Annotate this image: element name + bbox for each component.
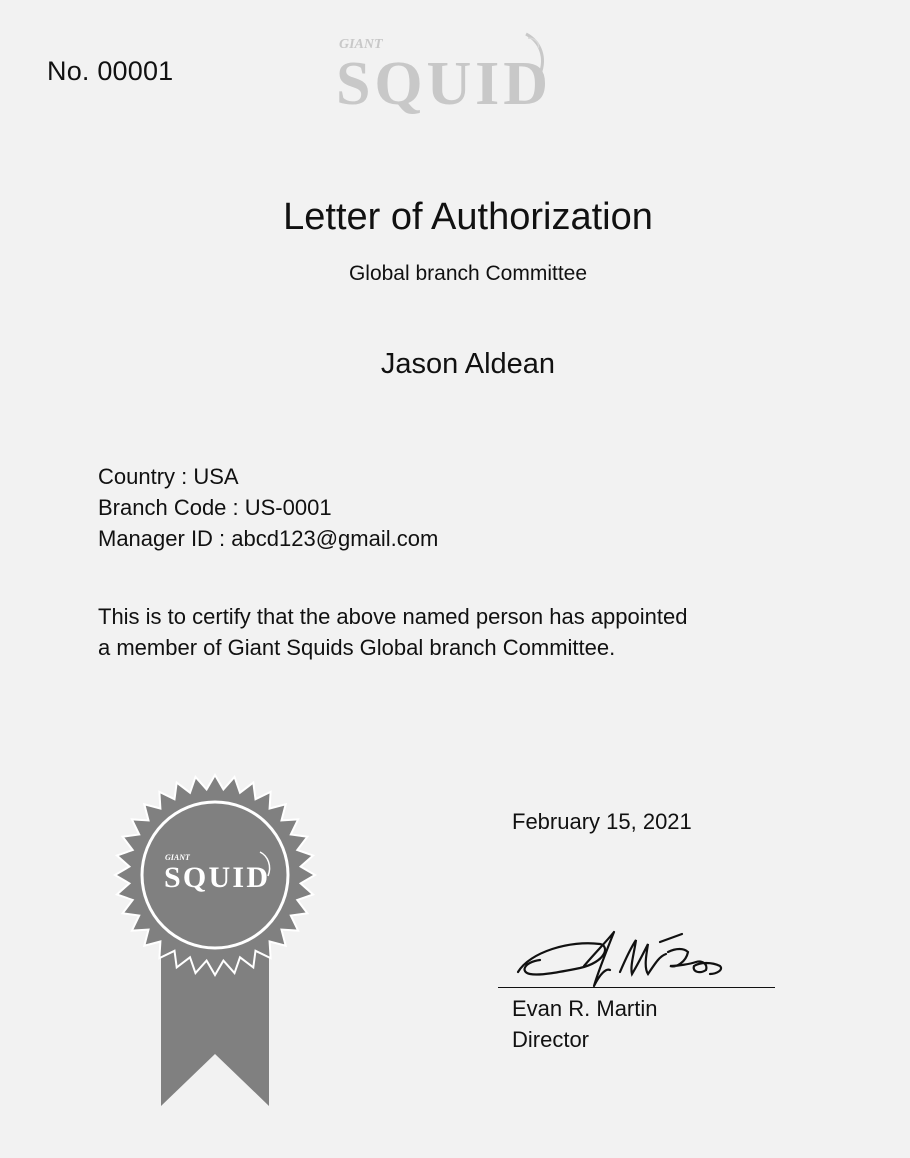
signer-name: Evan R. Martin xyxy=(512,996,658,1021)
date: February 15, 2021 xyxy=(512,809,692,834)
page-title: Letter of Authorization xyxy=(283,196,653,238)
country-line: Country : USA xyxy=(98,464,239,489)
logo-small-text: GIANT xyxy=(339,37,383,52)
info-block xyxy=(98,461,438,554)
signature-line xyxy=(498,987,775,988)
document-number: No. 00001 xyxy=(47,56,174,86)
recipient-name: Jason Aldean xyxy=(380,348,556,380)
seal-badge xyxy=(110,770,322,1110)
branch-code-line: Branch Code : US-0001 xyxy=(98,495,332,520)
logo-main-text: SQUID xyxy=(336,50,548,118)
signature xyxy=(510,922,740,1000)
giant-squid-logo xyxy=(336,28,564,120)
seal-logo-small-text: GIANT xyxy=(165,853,190,862)
signer-role: Director xyxy=(512,1027,590,1052)
certification-line: This is to certify that the above named person has appointed xyxy=(98,604,688,629)
certification-text xyxy=(98,601,778,663)
seal-logo-main-text: SQUID xyxy=(164,861,268,894)
manager-id-line: Manager ID : abcd123@gmail.com xyxy=(98,526,439,551)
certification-line: a member of Giant Squids Global branch Committee. xyxy=(98,635,616,660)
page-subtitle: Global branch Committee xyxy=(348,262,588,285)
